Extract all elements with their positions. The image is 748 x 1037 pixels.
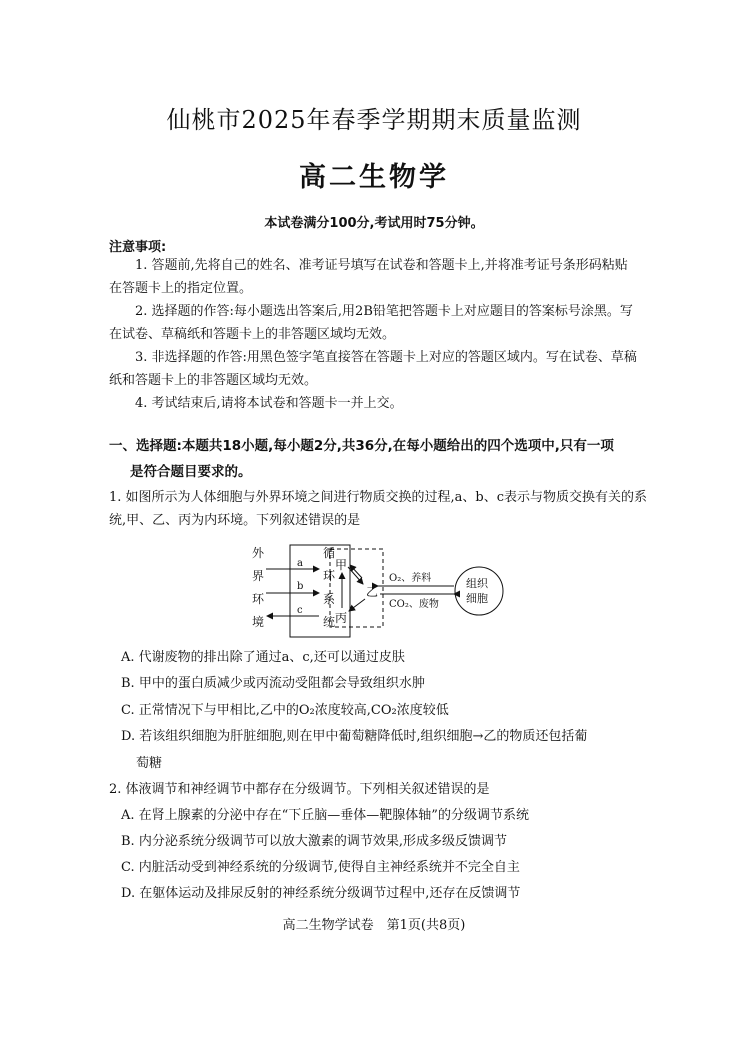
label-yi: 乙 [366,585,379,599]
circ-label-4: 统 [323,615,336,629]
question-1-stem: 1. 如图所示为人体细胞与外界环境之间进行物质交换的过程,a、b、c表示与物质交换有关的系统,甲、乙、丙为内环境。下列叙述错误的是 [109,490,648,528]
note-item-4: 4. 考试结束后,请将本试卷和答题卡一并上交。 [135,396,403,411]
q1-option-d: D. 若该组织细胞为肝脏细胞,则在甲中葡萄糖降低时,组织细胞→乙的物质还包括葡 [121,729,588,744]
question-2-stem: 2. 体液调节和神经调节中都存在分级调节。下列相关叙述错误的是 [109,782,490,797]
exchange-diagram [250,541,510,643]
score-info: 本试卷满分100分,考试用时75分钟。 [264,216,484,231]
outer-label-2: 界 [252,569,265,583]
label-co2-waste: CO₂、废物 [389,599,439,610]
note-item-2: 2. 选择题的作答:每小题选出答案后,用2B铅笔把答题卡上对应题目的答案标号涂黑。写在试卷、草稿纸和答题卡上的非答题区域均无效。 [109,304,633,342]
section-heading [109,433,654,485]
tissue-cell-label-1: 组织 [466,577,488,590]
section-heading-line2: 是符合题目要求的。 [130,464,252,480]
q1-option-b: B. 甲中的蛋白质减少或丙流动受阻都会导致组织水肿 [121,676,425,691]
label-o2-nutrients: O₂、养料 [389,573,432,584]
tissue-cell-label-2: 细胞 [466,592,488,605]
exam-title: 仙桃市2025年春季学期期末质量监测 [166,106,582,134]
label-c: c [297,605,303,616]
notes-heading: 注意事项: [109,240,167,255]
tissue-cell-circle [455,567,503,615]
q2-option-b: B. 内分泌系统分级调节可以放大激素的调节效果,形成多级反馈调节 [121,834,507,849]
subject-title: 高二生物学 [299,162,449,193]
outer-label-4: 境 [252,615,265,629]
outer-label-3: 环 [252,592,265,606]
circ-label-3: 系 [323,592,336,606]
arrow-yi-to-bing [349,599,365,611]
outer-label-1: 外 [252,546,265,560]
q1-option-c: C. 正常情况下与甲相比,乙中的O₂浓度较高,CO₂浓度较低 [121,703,449,718]
section-heading-line1: 一、选择题:本题共18小题,每小题2分,共36分,在每小题给出的四个选项中,只有一项 [109,438,614,454]
q2-option-a: A. 在肾上腺素的分泌中存在“下丘脑—垂体—靶腺体轴”的分级调节系统 [121,808,529,823]
circ-label-1: 循 [323,546,336,560]
label-a: a [297,558,303,569]
label-bing: 丙 [335,611,348,625]
note-item-1: 1. 答题前,先将自己的姓名、准考证号填写在试卷和答题卡上,并将准考证号条形码粘贴在答题卡上的指定位置。 [109,258,628,296]
q2-option-d: D. 在躯体运动及排尿反射的神经系统分级调节过程中,还存在反馈调节 [121,886,521,901]
page-footer: 高二生物学试卷 第1页(共8页) [282,918,466,933]
q1-option-d-cont: 萄糖 [136,756,163,771]
circ-label-2: 环 [323,569,336,583]
q2-option-c: C. 内脏活动受到神经系统的分级调节,使得自主神经系统并不完全自主 [121,860,520,875]
label-b: b [297,581,304,592]
label-jia: 甲 [335,558,348,572]
note-item-3: 3. 非选择题的作答:用黑色签字笔直接答在答题卡上对应的答题区域内。写在试卷、草稿纸和答题卡上的非答题区域均无效。 [109,350,637,388]
q1-option-a: A. 代谢废物的排出除了通过a、c,还可以通过皮肤 [121,650,405,665]
